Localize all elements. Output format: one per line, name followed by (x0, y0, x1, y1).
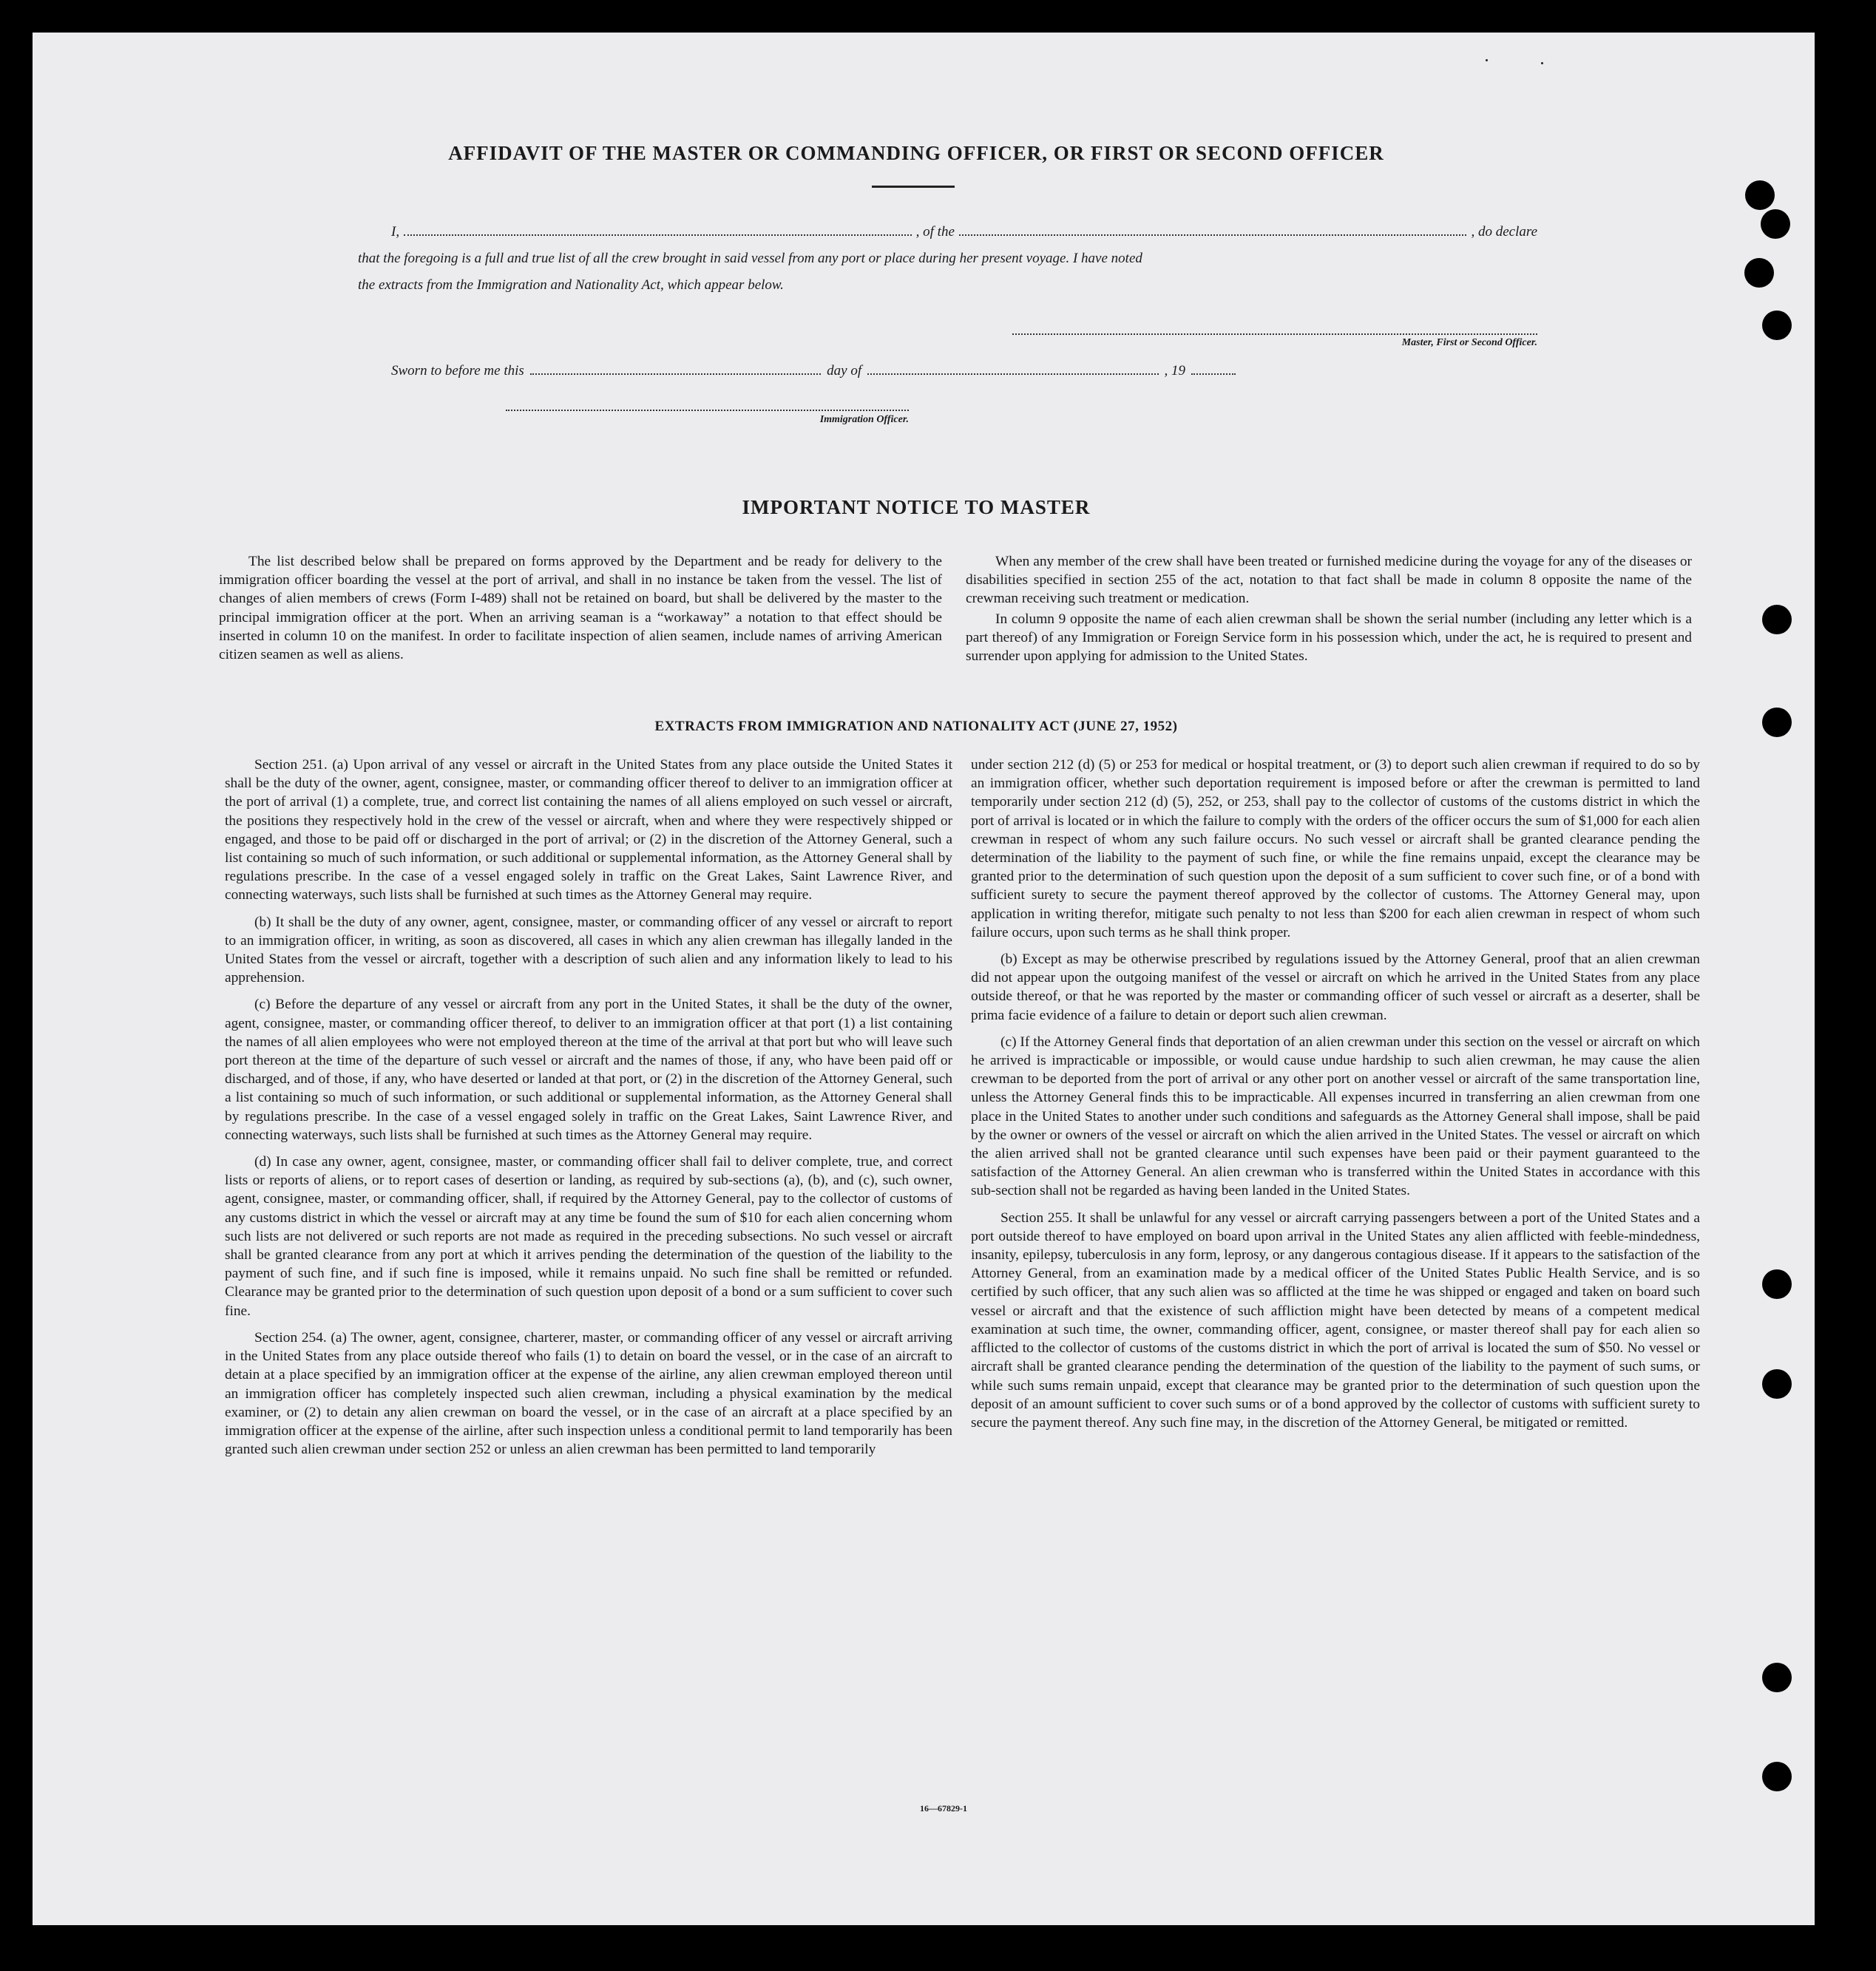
form-number: 16—67829-1 (920, 1803, 967, 1814)
notice-left-paragraph: The list described below shall be prepared on forms approved by the Department and be ready for delivery to the immigration officer boarding the vessel at the port of arrival, and shall in no instance be taken from the vessel. The list of changes of alien members of crews (Form I-489) shall not be retained on board, but shall be delivered by the master to the principal immigration officer at the port. When an arriving seaman is a “workaway” a notation to that effect should be inserted in column 10 on the manifest. In order to facilitate inspection of alien seamen, include names of arriving American citizen seamen as well as aliens. (219, 554, 942, 663)
punch-hole-icon (1745, 180, 1775, 210)
master-signature-line[interactable] (1012, 333, 1537, 335)
punch-hole-icon (1762, 1269, 1792, 1299)
section-254b: (b) Except as may be otherwise prescribed by regulations issued by the Attorney General, proof that an alien crewman did not appear upon the outgoing manifest of the vessel or aircraft on which he arrived in the United States from any place outside thereof, or that he was reported by the master or commanding officer of such vessel or aircraft as a deserter, shall be prima facie evidence of a failure to detain or deport such alien crewman. (971, 951, 1700, 1023)
punch-hole-icon (1762, 605, 1792, 634)
affidavit-statement-line-1: that the foregoing is a full and true list of all the crew brought in said vessel from any port or place during her present voyage. I have noted (358, 251, 1142, 266)
notice-right-column (966, 552, 1692, 674)
title-underline (872, 186, 955, 188)
extracts-right-column (971, 756, 1700, 1440)
punch-hole-icon (1762, 311, 1792, 340)
section-251c: (c) Before the departure of any vessel or aircraft from any port in the United States, it shall be the duty of the owner, agent, consignee, master, or commanding officer thereof, to deliver to an immigration officer at that port (1) a list containing the names of all alien employees who were not employed thereon at the time of the arrival at that port but who will leave such port thereon at the time of the departure of such vessel or aircraft and the names of those, if any, who have been paid off or discharged, and of those, if any, who have deserted or landed at that port, or (2) in the discretion of the Attorney General, such a list containing so much of such information, or such additional or supplemental information, as the Attorney General shall by regulations prescribe. In the case of a vessel engaged solely in traffic on the Great Lakes, Saint Lawrence River, and connecting waterways, such lists shall be furnished at such times as the Attorney General may require. (225, 997, 952, 1143)
declarant-name-field[interactable] (404, 221, 912, 236)
sworn-year-field[interactable] (1191, 360, 1236, 375)
section-251b: (b) It shall be the duty of any owner, agent, consignee, master, or commanding officer of any vessel or aircraft to report to an immigration officer, in writing, as soon as discovered, all cases in which any alien crewman has illegally landed in the United States from the vessel or aircraft, together with a description of such alien and any information likely to lead to his apprehension. (225, 914, 952, 986)
year-label: , 19 (1164, 363, 1186, 379)
punch-hole-icon (1762, 1663, 1792, 1692)
notice-right-paragraph-2: In column 9 opposite the name of each alien crewman shall be shown the serial number (including any letter which is a part thereof) of any Immigration or Foreign Service form in his possession which, under the act, he is required to present and surrender upon applying for admission to the United States. (966, 611, 1692, 665)
punch-hole-icon (1762, 1762, 1792, 1791)
punch-hole-icon (1762, 1369, 1792, 1399)
notice-left-column (219, 552, 942, 672)
master-signature-label: Master, First or Second Officer. (1401, 337, 1537, 348)
punch-hole-icon (1762, 708, 1792, 737)
affidavit-statement-line-2: the extracts from the Immigration and Nationality Act, which appear below. (358, 277, 784, 293)
do-declare-label: , do declare (1471, 224, 1538, 240)
section-254c: (c) If the Attorney General finds that deportation of an alien crewman under this section on the vessel or aircraft on which he arrived is impracticable or impossible, or would cause undue hardship to such alien crewman, he may cause the alien crewman to be deported from the port of arrival or any other port on another vessel or aircraft of the same transportation line, unless the Attorney General finds this to be impracticable. All expenses incurred in transferring an alien crewman from one place in the United States to another under such conditions and safeguards as the Attorney General shall impose, shall be paid by the owner or owners of the vessel or aircraft on which the alien arrived in the United States. The vessel or aircraft on which the alien arrived shall not be granted clearance until such expenses have been paid or their payment guaranteed to the satisfaction of the Attorney General. An alien crewman who is transferred within the United States in accordance with this sub-section shall not be regarded as having been landed in the United States. (971, 1034, 1700, 1199)
declaration-line (391, 221, 1537, 240)
extracts-heading: EXTRACTS FROM IMMIGRATION AND NATIONALITY ACT (JUNE 27, 1952) (654, 719, 1178, 734)
section-255: Section 255. It shall be unlawful for any vessel or aircraft carrying passengers between a port of the United States and a port outside thereof to have employed on board upon arrival in the United States any alien afflicted with feeble-mindedness, insanity, epilepsy, tuberculosis in any form, leprosy, or any dangerous contagious disease. If it appears to the satisfaction of the Attorney General, from an examination made by a medical officer of the United States Public Health Service, and is so certified by such officer, that any such alien was so afflicted at the time he was shipped or engaged and taken on board such vessel or aircraft and that the existence of such affliction might have been detected by means of a competent medical examination at such time, the owner, commanding officer, agent, consignee, or master thereof shall pay for each alien so afflicted to the collector of customs of the customs district in which the port of arrival is located the sum of $50. No vessel or aircraft shall be granted clearance pending the determination of the question of the liability to the payment of such sums, or while such sums remain unpaid, except that clearance may be granted prior to the determination of such question upon the deposit of an amount sufficient to cover such sums or of a bond approved by the collector of customs with sufficient surety to secure the payment thereof. Any such fine may, in the discretion of the Attorney General, be mitigated or remitted. (971, 1210, 1700, 1431)
scan-speck (1541, 62, 1543, 64)
sworn-label: Sworn to before me this (391, 363, 524, 379)
affidavit-title: AFFIDAVIT OF THE MASTER OR COMMANDING OFFICER, OR FIRST OR SECOND OFFICER (448, 142, 1384, 164)
of-the-label: , of the (915, 224, 955, 240)
sworn-month-field[interactable] (867, 360, 1158, 375)
document-page (33, 33, 1815, 1925)
scan-speck (1486, 59, 1488, 61)
day-of-label: day of (827, 363, 862, 379)
section-251a: Section 251. (a) Upon arrival of any vessel or aircraft in the United States from any place outside the United States it shall be the duty of the owner, agent, consignee, master, or commanding officer thereof to deliver to an immigration officer at the port of arrival (1) a complete, true, and correct list containing the names of all aliens employed on such vessel or aircraft, the positions they respectively hold in the crew of the vessel or aircraft, when and where they were respectively shipped or engaged, and those to be paid off or discharged in the port of arrival; or (2) in the discretion of the Attorney General, such a list containing so much of such information, or such additional or supplemental information, as the Attorney General shall by regulations prescribe. In the case of a vessel engaged solely in traffic on the Great Lakes, Saint Lawrence River, and connecting waterways, such lists shall be furnished at such times as the Attorney General may require. (225, 757, 952, 903)
sworn-day-field[interactable] (530, 360, 821, 375)
notice-heading: IMPORTANT NOTICE TO MASTER (742, 496, 1091, 518)
officer-signature-line[interactable] (506, 410, 909, 411)
extracts-left-column (225, 756, 952, 1467)
section-251d: (d) In case any owner, agent, consignee, master, or commanding officer shall fail to deliver complete, true, and correct lists or reports of aliens, or to report cases of desertion or landing, as required by sub-sections (a), (b), and (c), such owner, agent, consignee, master, or commanding officer, shall, if required by the Attorney General, pay to the collector of customs of any customs district in which the vessel or aircraft may at any time be found the sum of $10 for each alien concerning whom such lists are not delivered or such reports are not made as required in the preceding subsections. No such vessel or aircraft shall be granted clearance from any port at which it arrives pending the determination of the question of the liability to the payment of such fine, and if such fine is imposed, while it remains unpaid. No such fine shall be remitted or refunded. Clearance may be granted prior to the determination of such question upon deposit of a bond or a sum sufficient to cover such fine. (225, 1154, 952, 1319)
section-254a-continued: under section 212 (d) (5) or 253 for medical or hospital treatment, or (3) to deport such alien crewman if required to do so by an immigration officer, whether such deportation requirement is imposed before or after the crewman is permitted to land temporarily under section 212 (d) (5), 252, or 253, shall pay to the collector of customs of the customs district in which the port of arrival is located or in which the failure to comply with the orders of the officer occurs the sum of $1,000 for each alien crewman in respect of whom any such failure occurs. No such vessel or aircraft shall be granted clearance pending the determination of the liability to the payment of such fine, or while the fine remains unpaid, except the clearance may be granted prior to the determination of such question upon the deposit of a sum sufficient to cover such fine, or of a bond with sufficient surety to secure the payment thereof approved by the collector of customs. The Attorney General may, upon application in writing therefor, mitigate such penalty to not less than $200 for each alien crewman in respect of whom such failure occurs, upon such terms as he shall think proper. (971, 757, 1700, 940)
officer-signature-label: Immigration Officer. (819, 414, 909, 425)
section-254a: Section 254. (a) The owner, agent, consignee, charterer, master, or commanding officer of any vessel or aircraft arriving in the United States from any place outside thereof who fails (1) to detain on board the vessel, or in the case of an aircraft to detain at a place specified by an immigration officer at the expense of the airline, any alien crewman employed thereon until an immigration officer has completely inspected such alien crewman, including a physical examination by the medical examiner, or (2) to detain any alien crewman on board the vessel, or in the case of an aircraft at a place specified by an immigration officer at the expense of the airline, after such inspection unless a conditional permit to land temporarily has been granted such alien crewman under section 252 or unless an alien crewman has been permitted to land temporarily (225, 1329, 952, 1458)
punch-hole-icon (1744, 258, 1774, 288)
punch-hole-icon (1761, 209, 1790, 239)
vessel-name-field[interactable] (959, 221, 1467, 236)
declarant-prefix: I, (391, 224, 400, 240)
sworn-line (391, 360, 1242, 379)
notice-right-paragraph-1: When any member of the crew shall have been treated or furnished medicine during the voyage for any of the diseases or disabilities specified in section 255 of the act, notation to that fact shall be made in column 8 opposite the name of the crewman receiving such treatment or medication. (966, 554, 1692, 607)
